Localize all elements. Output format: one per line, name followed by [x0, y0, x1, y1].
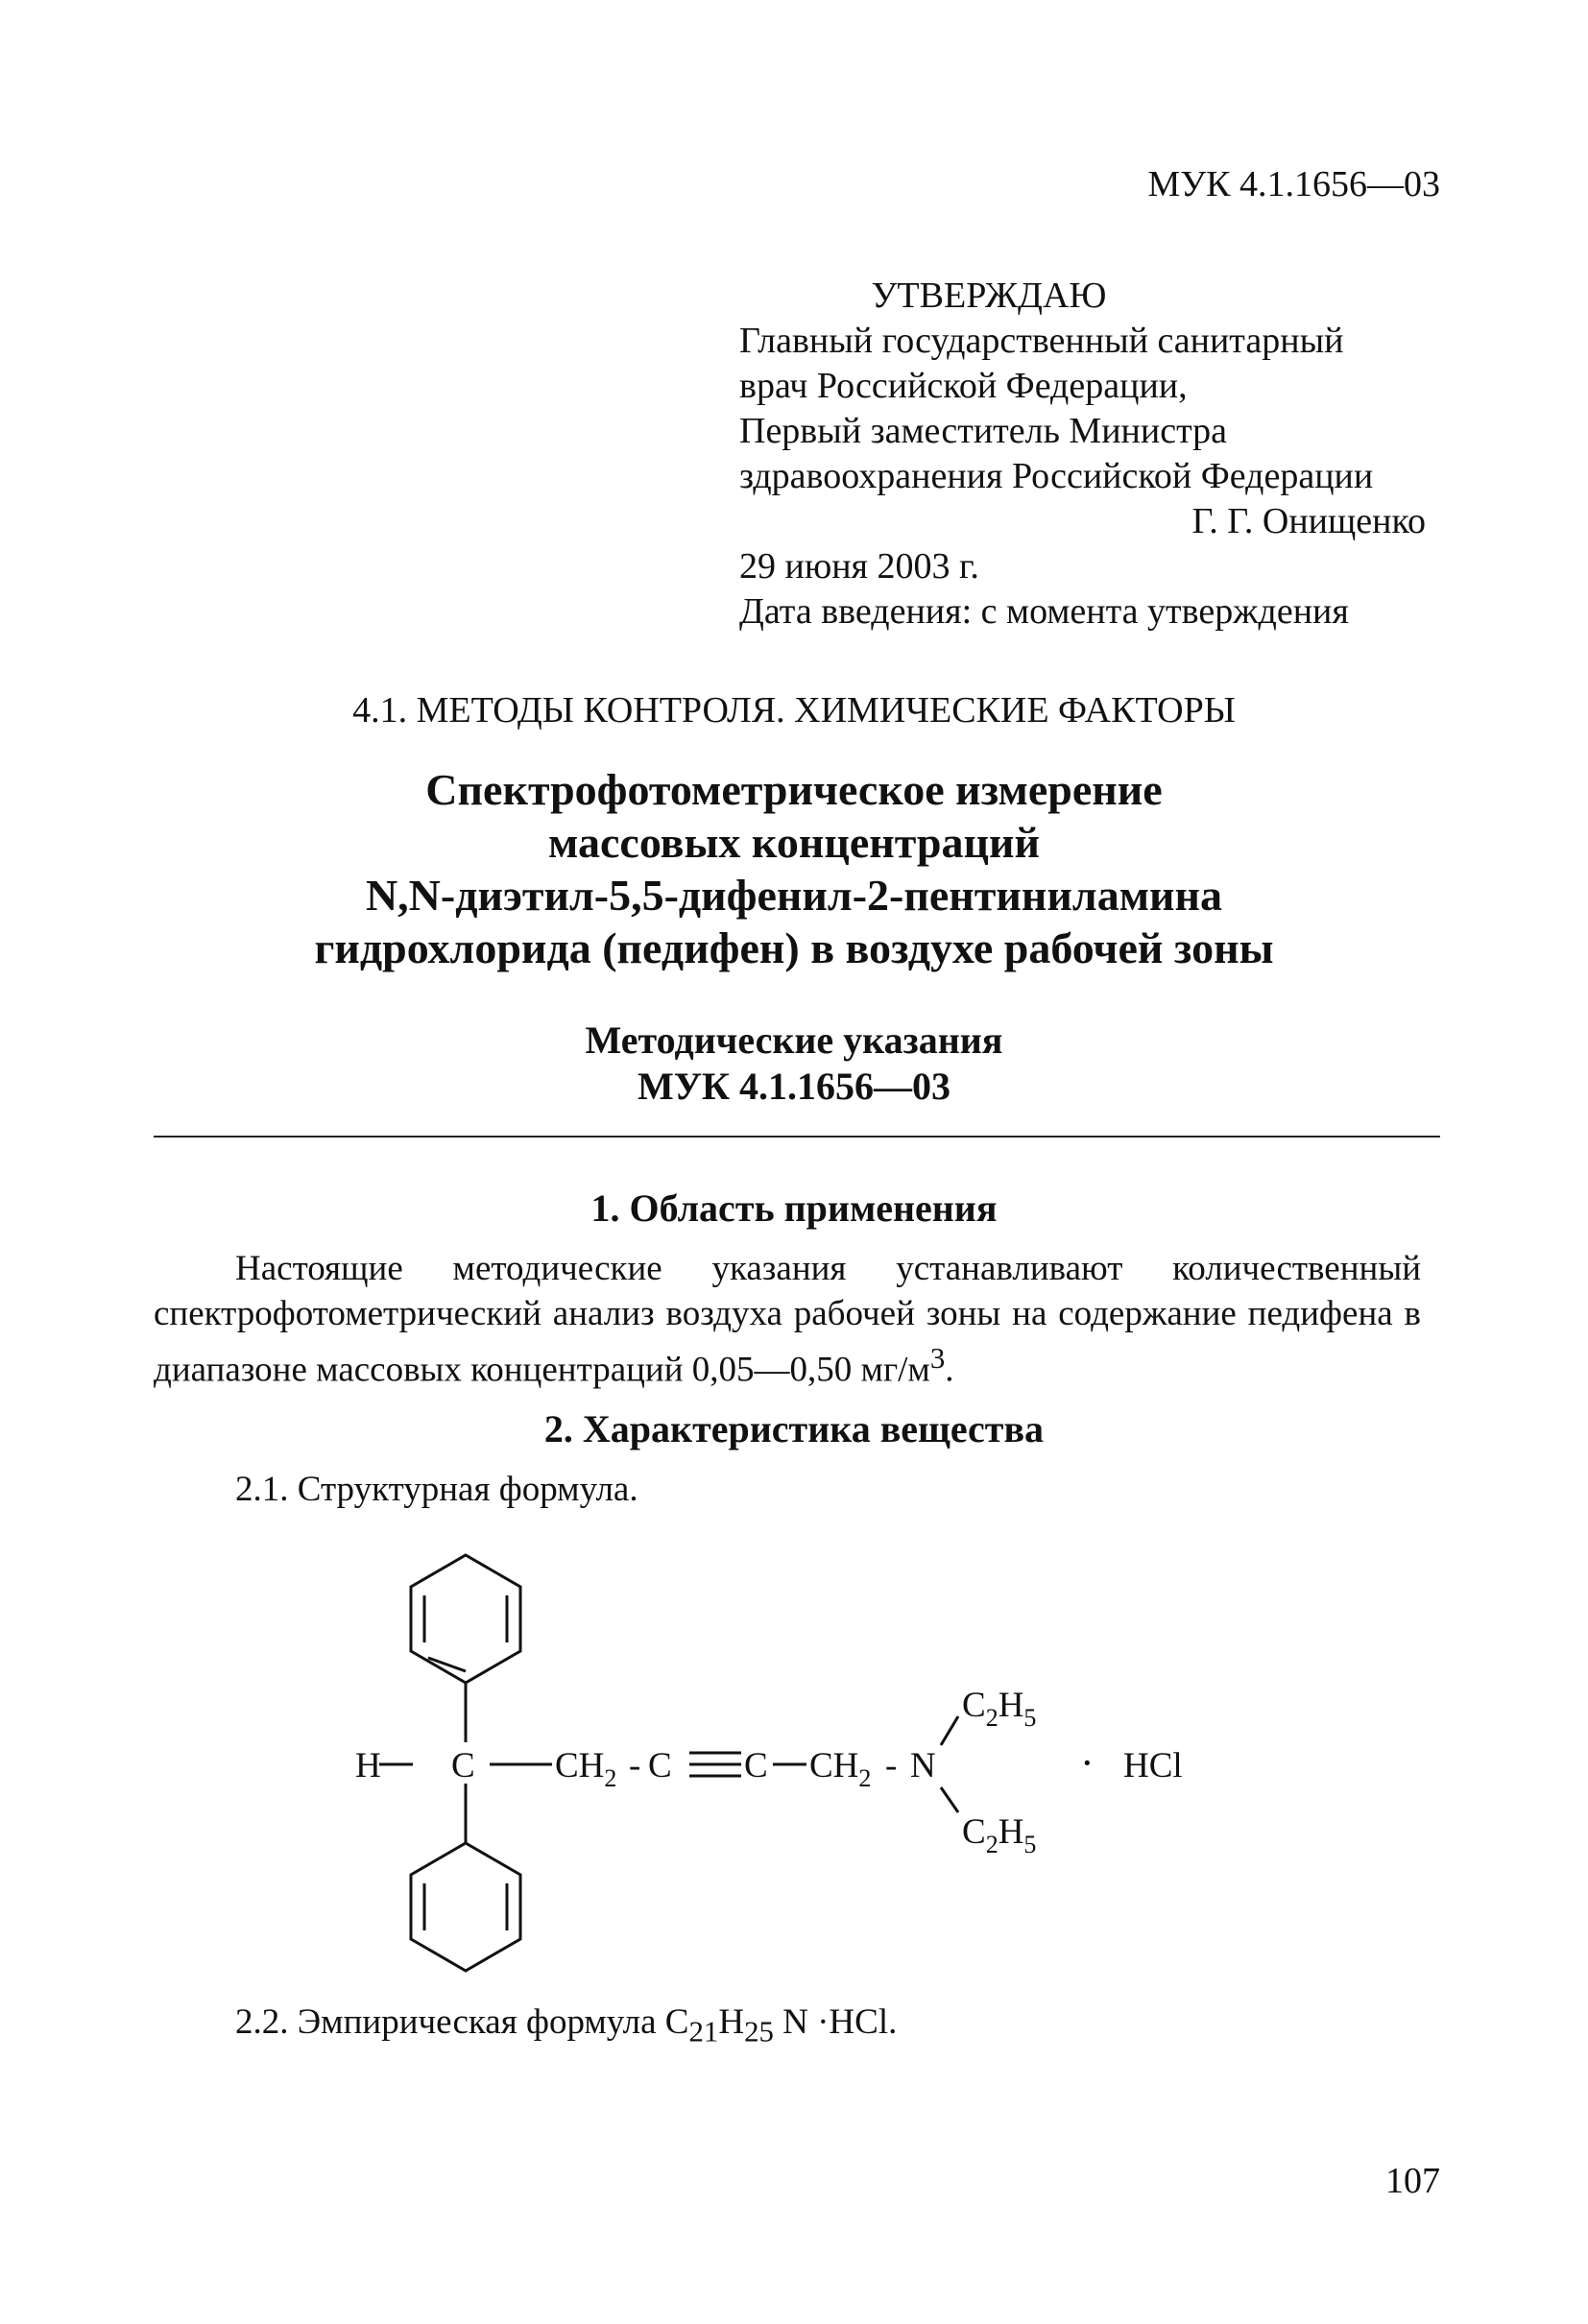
salt-dot: ·: [1080, 1739, 1095, 1786]
atom-c-alkyne: C: [744, 1746, 768, 1785]
ch2-group: $CH_2$: [555, 1746, 617, 1792]
approval-position-line: Первый заместитель Министра: [739, 411, 1228, 451]
section-2-heading: 2. Характеристика вещества: [543, 1407, 1045, 1450]
bottom-benzene-ring: [411, 1843, 520, 1971]
subtitle-line: Методические указания: [585, 1018, 1003, 1062]
title-line: N,N-диэтил-5,5-дифенил-2-пентиниламина: [365, 871, 1223, 920]
divider: [154, 1136, 1440, 1138]
hcl-group: HCl: [1123, 1746, 1183, 1785]
approval-block: [739, 274, 1469, 635]
section-heading: 4.1. МЕТОДЫ КОНТРОЛЯ. ХИМИЧЕСКИЕ ФАКТОРЫ: [352, 690, 1236, 731]
document-title: [0, 763, 1588, 974]
ethyl-group-bottom: $C_2H_5$: [962, 1812, 1037, 1858]
approval-position-line: врач Российской Федерации,: [739, 366, 1188, 406]
subscript: 21: [688, 2015, 719, 2048]
document-code: МУК 4.1.1656—03: [1147, 164, 1440, 204]
bond-dash: -: [885, 1746, 898, 1785]
bond-n-ethyl-down: [941, 1787, 958, 1812]
title-line: Спектрофотометрическое измерение: [425, 765, 1163, 814]
structural-formula: [355, 1526, 1219, 1987]
section-1-paragraph: [154, 1246, 1421, 1392]
atom-h: H: [355, 1746, 381, 1785]
approval-position-line: здравоохранения Российской Федерации: [739, 456, 1374, 496]
bond-dash: -: [629, 1746, 641, 1785]
ch2-group: $CH_2$: [809, 1746, 872, 1792]
atom-c-alkyne: C: [648, 1746, 672, 1785]
approval-title: УТВЕРЖДАЮ: [871, 276, 1107, 316]
approval-date: 29 июня 2003 г.: [739, 546, 979, 587]
subscript: 25: [744, 2015, 774, 2048]
paragraph-end: .: [945, 1350, 954, 1390]
paragraph-text: Настоящие методические указания устанавливают количественный спектрофотометрический анализ воздуха рабочей зоны на содержание педифена в диапазоне массовых концентраций 0,05—0,50 мг/м: [154, 1249, 1421, 1390]
structural-formula-label: 2.1. Структурная формула.: [235, 1470, 638, 1509]
atom-c: C: [451, 1746, 475, 1785]
superscript: 3: [929, 1342, 946, 1375]
document-subtitle: [0, 1018, 1588, 1110]
section-1-heading: 1. Область применения: [590, 1186, 998, 1230]
title-line: массовых концентраций: [547, 818, 1041, 867]
page-number: 107: [1385, 2161, 1440, 2201]
signatory-name: Г. Г. Онищенко: [1191, 501, 1426, 541]
approval-position-line: Главный государственный санитарный: [739, 321, 1344, 361]
bond-n-ethyl-up: [941, 1716, 958, 1745]
title-line: гидрохлорида (педифен) в воздухе рабочей зоны: [314, 923, 1274, 972]
empirical-formula: 2.2. Эмпирическая формула $C_{21}H_{25}$ N ·HCl.: [235, 2002, 898, 2048]
effective-date: Дата введения: с момента утверждения: [739, 591, 1349, 632]
atom-n: N: [910, 1746, 936, 1785]
subtitle-line: МУК 4.1.1656—03: [637, 1065, 951, 1108]
ethyl-group-top: $C_2H_5$: [962, 1686, 1037, 1732]
top-benzene-ring: [411, 1555, 520, 1683]
